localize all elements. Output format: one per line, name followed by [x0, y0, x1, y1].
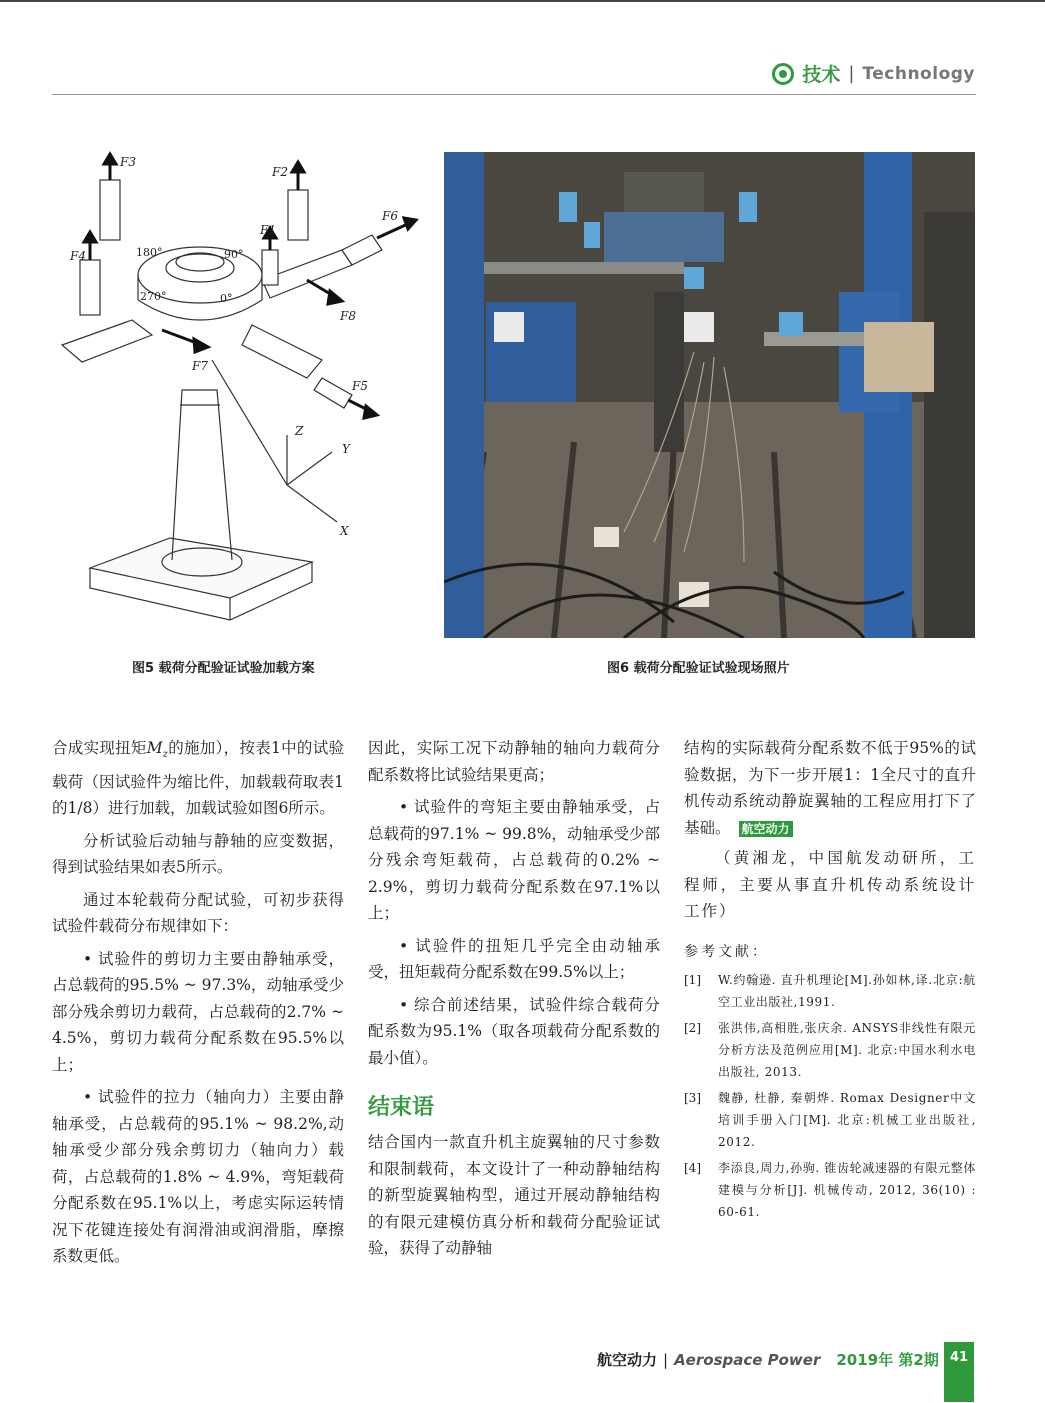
text-column-3 [684, 735, 976, 1223]
paragraph: 通过本轮载荷分配试验，可初步获得试验件载荷分布规律如下： [52, 890, 344, 936]
label-f7: F7 [192, 359, 208, 373]
figure-5-caption: 图5 载荷分配验证试验加载方案 [132, 661, 315, 676]
loading-scheme-diagram [52, 150, 432, 646]
paragraph: 结合国内一款直升机主旋翼轴的尺寸参数和限制载荷，本文设计了一种动静轴结构的新型旋翼轴构型，通过开展动静轴结构的有限元建模仿真分析和载荷分配验证试验，获得了动静轴 [368, 1133, 660, 1257]
reference-number: [4] [684, 1161, 701, 1175]
bullet-item: • 试验件的弯矩主要由静轴承受，占总载荷的97.1% ~ 99.8%，动轴承受少部分残余弯矩载荷，占总载荷的0.2% ~ 2.9%，剪切力载荷分配系数在97.1%以上； [368, 798, 660, 922]
symbol-m: M [146, 739, 163, 757]
label-axis-x: X [340, 524, 349, 538]
bullet-icon: • [399, 798, 415, 816]
journal-name-zh: 航空动力 [597, 1351, 658, 1369]
reference-item [684, 1087, 976, 1153]
journal-logo-icon [772, 63, 794, 85]
reference-text: 李添良,周力,孙驹. 锥齿轮减速器的有限元整体建模与分析[J]. 机械传动, 2012, 36(10) : 60-61. [718, 1161, 976, 1219]
section-heading: 结束语 [368, 1095, 435, 1120]
symbol-subscript: z [162, 749, 168, 761]
figure-6-photo [444, 152, 975, 638]
figure-5-drawing [52, 150, 432, 646]
bullet-item: • 试验件的剪切力主要由静轴承受，占总载荷的95.5% ~ 97.3%，动轴承受少部分残余剪切力载荷，占总载荷的2.7% ~ 4.5%，剪切力载荷分配系数在95.5%以上； [52, 949, 344, 1074]
reference-text: 张洪伟,高相胜,张庆余. ANSYS非线性有限元分析方法及范例应用[M]. 北京:中国水利水电出版社, 2013. [718, 1021, 976, 1079]
label-270deg: 270° [140, 290, 167, 303]
page-number: 41 [944, 1342, 974, 1402]
label-f6: F6 [382, 209, 398, 223]
reference-number: [1] [684, 973, 701, 987]
label-180deg: 180° [136, 246, 163, 259]
bullet-icon: • [83, 949, 99, 968]
bullet-item: • 试验件的扭矩几乎完全由动轴承受，扭矩载荷分配系数在99.5%以上； [368, 936, 660, 981]
label-f3: F3 [120, 155, 136, 169]
journal-name-en: Aerospace Power [674, 1350, 821, 1369]
paragraph: 结构的实际载荷分配系数不低于95%的试验数据，为下一步开展1：1全尺寸的直升机传动系统动静旋翼轴的工程应用打下了基础。 航空动力 [684, 739, 976, 837]
author-note: （黄湘龙，中国航发动研所，工程师，主要从事直升机传动系统设计工作） [684, 849, 976, 920]
bullet-item: • 试验件的拉力（轴向力）主要由静轴承受，占总载荷的95.1% ~ 98.2%,动轴承受少部分残余剪切力（轴向力）载荷，占总载荷的1.8% ~ 4.9%，弯矩载荷分配系数在95.1%以上，考虑实际运转情况下花键连接处有润滑油或润滑脂，摩擦系数更低。 [52, 1088, 344, 1266]
label-f2: F2 [272, 165, 288, 179]
bullet-icon: • [399, 936, 416, 955]
test-site-photo [444, 152, 975, 638]
text-column-2 [368, 735, 660, 1262]
journal-badge: 航空动力 [739, 821, 793, 837]
top-border [0, 0, 1045, 2]
footer-divider: | [663, 1350, 669, 1369]
paragraph: 合成实现扭矩$M_z$的施加），按表1中的试验载荷（因试验件为缩比件，加载载荷取表1的1/8）进行加载，加载试验如图6所示。 [52, 739, 344, 818]
paragraph: 因此，实际工况下动静轴的轴向力载荷分配系数将比试验结果更高； [368, 739, 660, 784]
label-f4: F4 [70, 249, 86, 263]
label-90deg: 90° [224, 248, 244, 261]
header-divider: | [848, 63, 855, 84]
issue-label: 2019年 第2期 [836, 1351, 939, 1369]
reference-text: W.约翰逊. 直升机理论[M].孙如林,译.北京:航空工业出版社,1991. [718, 973, 976, 1009]
section-title-zh: 技术 [802, 64, 841, 86]
reference-item [684, 969, 976, 1013]
label-axis-y: Y [342, 442, 350, 456]
label-f5: F5 [352, 379, 368, 393]
references-heading: 参考文献： [684, 943, 769, 960]
references-list [684, 969, 976, 1223]
bullet-icon: • [399, 995, 415, 1014]
reference-text: 魏静, 杜静, 秦朝烨. Romax Designer中文培训手册入门[M]. 北京:机械工业出版社, 2012. [718, 1091, 976, 1149]
page-footer [597, 1349, 939, 1370]
section-header [772, 60, 975, 87]
figure-6-caption: 图6 载荷分配验证试验现场照片 [607, 661, 790, 676]
reference-item [684, 1017, 976, 1083]
label-f8: F8 [340, 309, 356, 323]
bullet-item: • 综合前述结果，试验件综合载荷分配系数为95.1%（取各项载荷分配系数的最小值）。 [368, 995, 660, 1067]
reference-number: [2] [684, 1021, 701, 1035]
reference-item [684, 1157, 976, 1223]
label-f1: F1 [260, 223, 276, 237]
label-axis-z: Z [295, 424, 304, 438]
bullet-icon: • [83, 1088, 99, 1107]
section-title-en: Technology [862, 63, 975, 84]
label-0deg: 0° [220, 292, 233, 305]
paragraph: 分析试验后动轴与静轴的应变数据，得到试验结果如表5所示。 [52, 831, 344, 877]
text-column-1 [52, 735, 344, 1270]
reference-number: [3] [684, 1091, 701, 1105]
header-rule [52, 94, 976, 95]
